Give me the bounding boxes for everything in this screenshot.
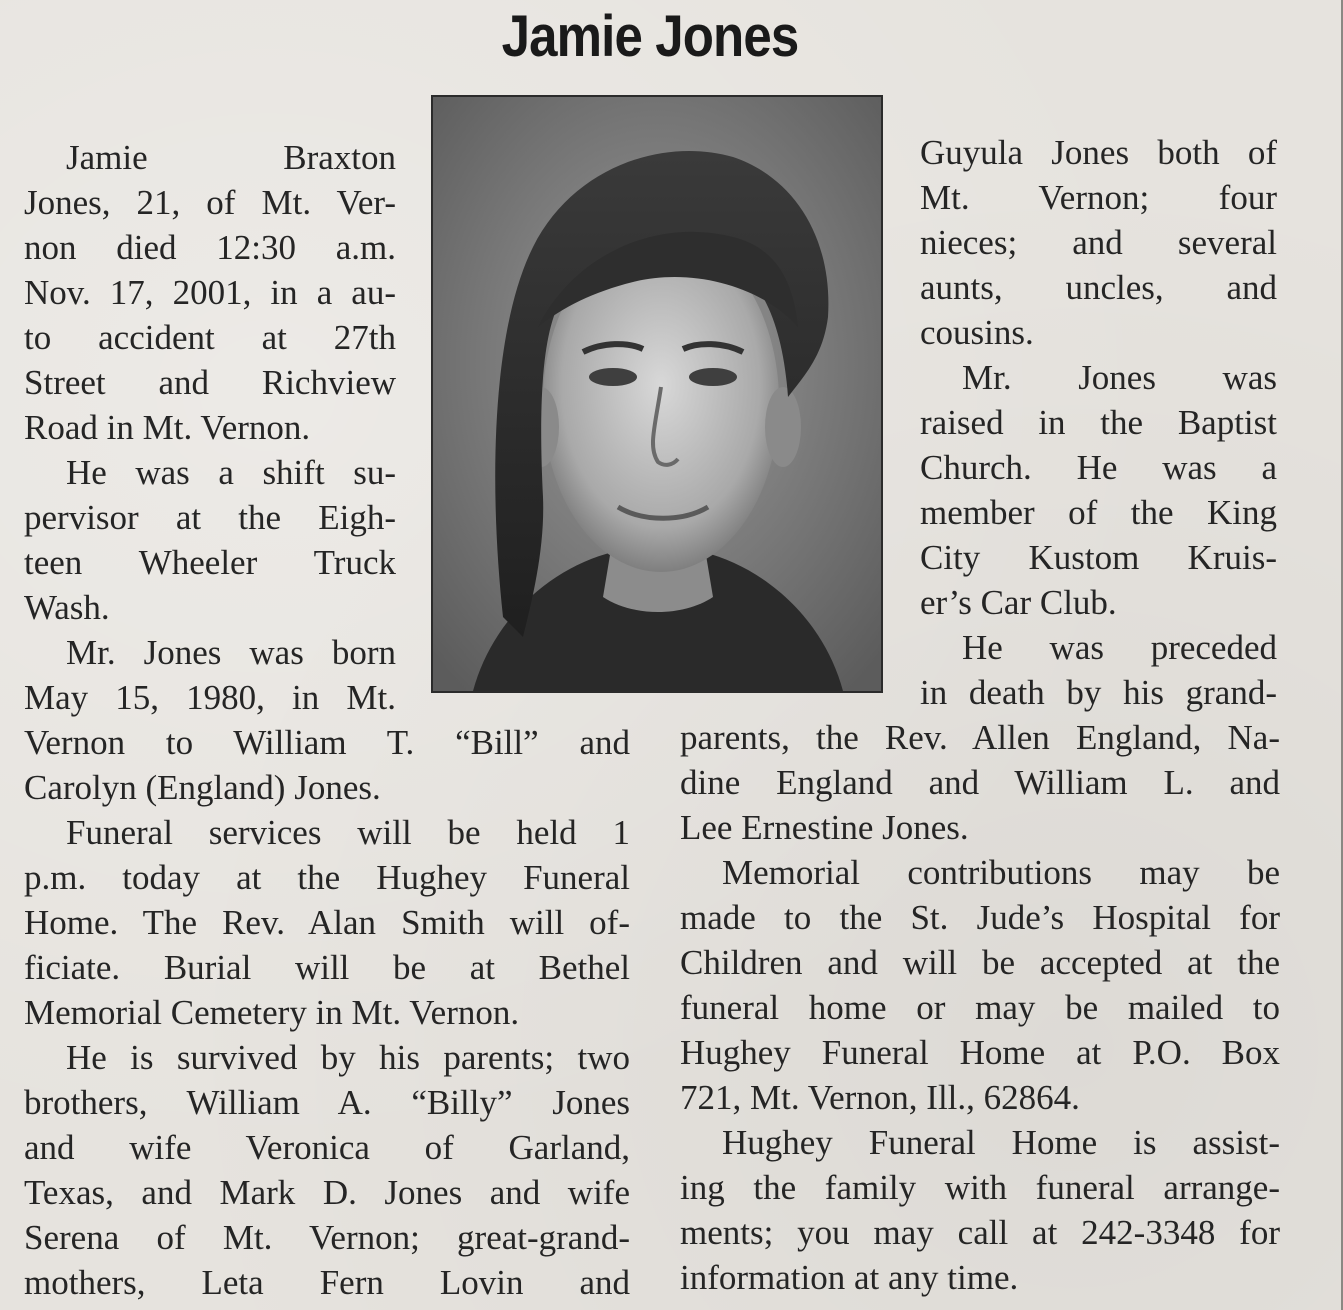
text-line: mothers, Leta Fern Lovin and bbox=[24, 1263, 630, 1302]
text-line: nieces; and several bbox=[920, 223, 1277, 262]
text-line: May 15, 1980, in Mt. bbox=[24, 678, 396, 717]
text-line: to accident at 27th bbox=[24, 318, 396, 357]
text-line: Mt. Vernon; four bbox=[920, 178, 1277, 217]
text-line: Memorial contributions may be bbox=[722, 853, 1280, 892]
text-line: Funeral services will be held 1 bbox=[66, 813, 630, 852]
text-line: Texas, and Mark D. Jones and wife bbox=[24, 1173, 630, 1212]
text-line: Memorial Cemetery in Mt. Vernon. bbox=[24, 993, 520, 1032]
text-line: funeral home or may be mailed to bbox=[680, 988, 1280, 1027]
text-line: Serena of Mt. Vernon; great-grand- bbox=[24, 1218, 630, 1257]
text-line: Children and will be accepted at the bbox=[680, 943, 1280, 982]
text-line: Wash. bbox=[24, 588, 110, 627]
text-line: pervisor at the Eigh- bbox=[24, 498, 396, 537]
text-line: City Kustom Kruis- bbox=[920, 538, 1277, 577]
text-line: 721, Mt. Vernon, Ill., 62864. bbox=[680, 1078, 1080, 1117]
text-line: made to the St. Jude’s Hospital for bbox=[680, 898, 1280, 937]
text-line: raised in the Baptist bbox=[920, 403, 1277, 442]
text-line: Carolyn (England) Jones. bbox=[24, 768, 381, 807]
text-line: Jamie Braxton bbox=[66, 138, 396, 177]
text-line: information at any time. bbox=[680, 1258, 1019, 1297]
text-line: He is survived by his parents; two bbox=[66, 1038, 630, 1077]
text-line: Home. The Rev. Alan Smith will of- bbox=[24, 903, 630, 942]
portrait-photo bbox=[431, 95, 883, 693]
text-line: p.m. today at the Hughey Funeral bbox=[24, 858, 630, 897]
text-line: He was preceded bbox=[962, 628, 1277, 667]
text-line: in death by his grand- bbox=[920, 673, 1277, 712]
text-line: Mr. Jones was born bbox=[66, 633, 396, 672]
text-line: member of the King bbox=[920, 493, 1277, 532]
text-line: dine England and William L. and bbox=[680, 763, 1280, 802]
text-line: aunts, uncles, and bbox=[920, 268, 1277, 307]
text-line: Hughey Funeral Home at P.O. Box bbox=[680, 1033, 1280, 1072]
text-line: Lee Ernestine Jones. bbox=[680, 808, 969, 847]
text-line: ing the family with funeral arrange- bbox=[680, 1168, 1280, 1207]
text-line: Church. He was a bbox=[920, 448, 1277, 487]
headline: Jamie Jones bbox=[501, 4, 799, 69]
text-line: teen Wheeler Truck bbox=[24, 543, 396, 582]
text-line: Vernon to William T. “Bill” and bbox=[24, 723, 630, 762]
text-line: parents, the Rev. Allen England, Na- bbox=[680, 718, 1280, 757]
text-line: cousins. bbox=[920, 313, 1034, 352]
text-line: Guyula Jones both of bbox=[920, 133, 1277, 172]
text-line: and wife Veronica of Garland, bbox=[24, 1128, 630, 1167]
text-line: Jones, 21, of Mt. Ver- bbox=[24, 183, 396, 222]
text-line: ments; you may call at 242-3348 for bbox=[680, 1213, 1280, 1252]
text-line: Road in Mt. Vernon. bbox=[24, 408, 311, 447]
text-line: Mr. Jones was bbox=[962, 358, 1277, 397]
text-line: er’s Car Club. bbox=[920, 583, 1117, 622]
text-line: Hughey Funeral Home is assist- bbox=[722, 1123, 1280, 1162]
text-line: brothers, William A. “Billy” Jones bbox=[24, 1083, 630, 1122]
text-line: He was a shift su- bbox=[66, 453, 396, 492]
text-line: ficiate. Burial will be at Bethel bbox=[24, 948, 630, 987]
text-line: non died 12:30 a.m. bbox=[24, 228, 396, 267]
text-line: Street and Richview bbox=[24, 363, 396, 402]
text-line: Nov. 17, 2001, in a au- bbox=[24, 273, 396, 312]
